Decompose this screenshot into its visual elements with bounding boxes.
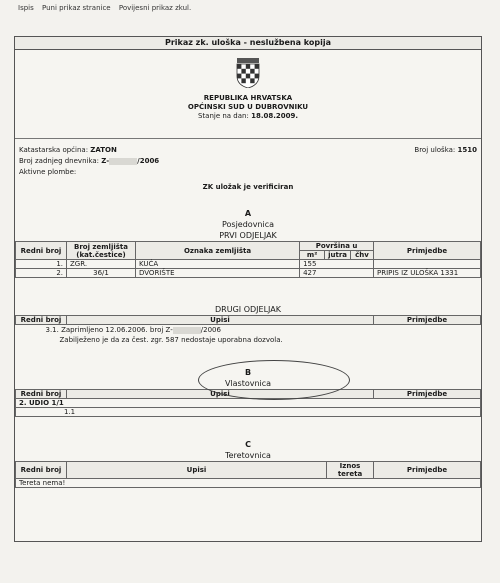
col-upisi: Upisi [67,390,374,399]
col-redni: Redni broj [16,316,67,325]
republic-name: REPUBLIKA HRVATSKA [203,94,293,102]
encumbrance-table [15,461,481,488]
croatia-coat-of-arms-icon [235,58,261,88]
col-m2: m² [300,251,325,260]
second-part-table [15,315,481,345]
section-a-letter: A [244,209,252,218]
history-link[interactable]: Povijesni prikaz zkul. [118,4,192,12]
table-row: 3.1. Zaprimljeno 12.06.2006. broj Z- /2006 Zabilježeno je da za čest. zgr. 587 nedostaje uporabna dozvola. [45,326,283,344]
table-row: Tereta nema! [16,479,481,488]
section-c-name: Teretovnica [225,451,271,460]
court-name: OPĆINSKI SUD U DUBROVNIKU [187,103,309,111]
verified-text: ZK uložak je verificiran [202,183,294,191]
first-part-table [15,241,481,278]
col-primjedbe: Primjedbe [374,390,481,399]
table-row: 1.1 [16,408,481,417]
col-redni: Redni broj [16,390,67,399]
col-redni: Redni broj [16,462,67,479]
print-link[interactable]: Ispis [18,4,34,12]
hand-drawn-circle [198,360,350,400]
court-header [15,50,481,139]
col-chv: čhv [351,251,374,260]
entry-number: Broj uloška: 1510 [414,146,477,154]
redacted-block [109,158,137,165]
full-view-link[interactable]: Puni prikaz stranice [41,4,111,12]
top-links [18,4,197,12]
col-oznaka: Oznaka zemljišta [136,242,300,260]
section-a-part: PRVI ODJELJAK [219,231,277,240]
section-a-name: Posjedovnica [221,220,275,229]
section-a2-part: DRUGI ODJELJAK [215,305,281,314]
col-upisi: Upisi [67,316,374,325]
section-b-name: Vlastovnica [224,379,272,388]
table-row: 2. UDIO 1/1 [16,399,481,408]
col-redni: Redni broj [16,242,67,260]
col-iznos: Iznos tereta [327,462,374,479]
col-broj-zemljista: Broj zemljišta (kat.čestice) [67,242,136,260]
col-primjedbe: Primjedbe [374,242,481,260]
col-primjedbe: Primjedbe [374,462,481,479]
col-povrsina: Površina u [300,242,374,251]
document-title: Prikaz zk. uloška - neslužbena kopija [15,37,481,50]
state-date-line: Stanje na dan: 18.08.2009. [197,112,299,120]
meta-info [15,139,481,178]
seals-line: Aktivne plombe: [19,168,77,176]
cadastral-line: Katastarska općina: ZATON [19,146,117,154]
col-primjedbe: Primjedbe [374,316,481,325]
redacted-block [173,327,201,334]
section-b-letter: B [244,368,252,377]
diary-line: Broj zadnjeg dnevnika: Z- /2006 [19,157,160,165]
table-row: 2. 36/1 DVORIŠTE 427 PRIPIS IZ ULOŠKA 1331 [16,269,481,278]
document-frame [14,36,482,542]
col-jutra: jutra [325,251,351,260]
col-upisi: Upisi [67,462,327,479]
table-row: 1. ZGR. KUĆA 155 [16,260,481,269]
section-c-letter: C [245,440,251,449]
